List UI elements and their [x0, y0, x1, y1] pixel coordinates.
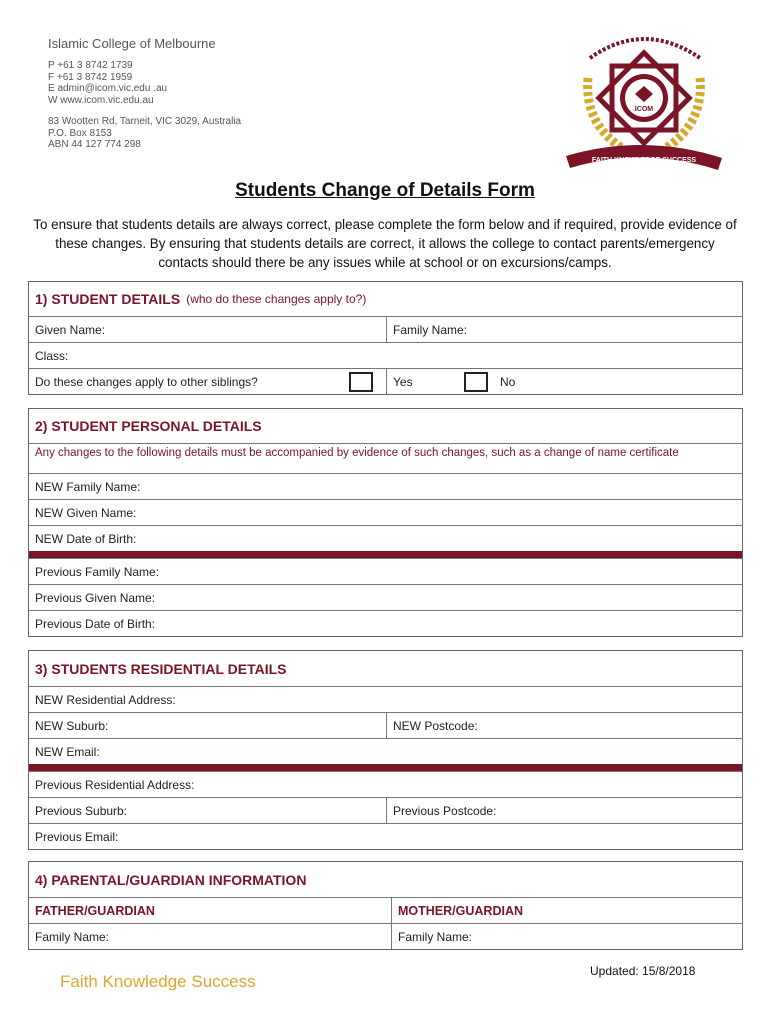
section-4-title: 4) PARENTAL/GUARDIAN INFORMATION: [35, 871, 307, 888]
new-email-field[interactable]: [29, 739, 742, 764]
prev-family-name-field[interactable]: [29, 559, 742, 584]
fax: F +61 3 8742 1959: [48, 71, 133, 83]
prev-dob-label: Previous Date of Birth:: [35, 616, 156, 631]
prev-given-name-field[interactable]: [29, 585, 742, 610]
new-address-label: NEW Residential Address:: [35, 692, 176, 707]
new-suburb-label: NEW Suburb:: [35, 718, 109, 733]
yes-label: Yes: [386, 369, 464, 394]
section-personal-details: [28, 408, 743, 637]
divider: [29, 764, 742, 771]
mother-family-name-field[interactable]: [391, 924, 742, 949]
new-suburb-field[interactable]: [29, 713, 386, 738]
divider: [29, 551, 742, 558]
new-postcode-field[interactable]: [386, 713, 742, 738]
mother-guardian-heading: MOTHER/GUARDIAN: [398, 903, 523, 918]
section-2-title: 2) STUDENT PERSONAL DETAILS: [35, 418, 262, 434]
po-box: P.O. Box 8153: [48, 127, 112, 139]
prev-email-label: Previous Email:: [35, 829, 119, 844]
father-guardian-heading: FATHER/GUARDIAN: [35, 903, 155, 918]
new-address-field[interactable]: [29, 687, 742, 712]
abn: ABN 44 127 774 298: [48, 139, 141, 150]
prev-address-field[interactable]: [29, 772, 742, 797]
father-family-name-label: Family Name:: [35, 929, 110, 944]
prev-suburb-field[interactable]: [29, 798, 386, 823]
section-parental-info: [28, 861, 743, 950]
website: W www.icom.vic.edu.au: [48, 94, 154, 106]
section-1-title: 1) STUDENT DETAILS: [35, 291, 181, 307]
new-email-label: NEW Email:: [35, 744, 100, 759]
prev-family-name-label: Previous Family Name:: [35, 564, 160, 579]
college-logo-icon: [560, 18, 728, 176]
college-name: Islamic College of Melbourne: [48, 36, 216, 51]
no-checkbox[interactable]: [464, 372, 488, 392]
evidence-note: Any changes to the following details must be accompanied by evidence of such changes, such as a change of name certificate: [35, 447, 679, 459]
new-given-name-field[interactable]: [29, 500, 742, 525]
no-label: No: [500, 374, 516, 389]
prev-given-name-label: Previous Given Name:: [35, 590, 156, 605]
given-name-field[interactable]: [29, 317, 386, 342]
prev-postcode-field[interactable]: [386, 798, 742, 823]
email: E admin@icom.vic.edu .au: [48, 83, 168, 94]
logo-banner: FAITH KNOWLEDGE SUCCESS: [591, 157, 697, 164]
section-1-header: [29, 282, 742, 316]
footer-motto: Faith Knowledge Success: [60, 972, 256, 991]
intro-text: To ensure that students details are always correct, please complete the form below and if required, provide evidence of these changes. By ensuring that students details are correct, it allows the college to contact parents/emergency contacts should there be any issues while at school or on excursions/camps.: [33, 217, 737, 270]
siblings-question: Do these changes apply to other siblings?: [35, 374, 258, 389]
yes-checkbox[interactable]: [349, 372, 373, 392]
updated-date: Updated: 15/8/2018: [590, 964, 696, 978]
prev-address-label: Previous Residential Address:: [35, 777, 195, 792]
prev-postcode-label: Previous Postcode:: [393, 803, 497, 818]
class-label: Class:: [35, 348, 69, 363]
contact-block: [48, 36, 241, 151]
given-name-label: Given Name:: [35, 322, 106, 337]
new-given-name-label: NEW Given Name:: [35, 505, 137, 520]
new-family-name-field[interactable]: [29, 474, 742, 499]
family-name-label: Family Name:: [393, 322, 468, 337]
new-family-name-label: NEW Family Name:: [35, 479, 141, 494]
section-residential-details: [28, 650, 743, 850]
new-dob-field[interactable]: [29, 526, 742, 551]
phone: P +61 3 8742 1739: [48, 60, 133, 71]
address: 83 Wootten Rd, Tarneit, VIC 3029, Australia: [48, 116, 242, 127]
logo-abbr: ICOM: [634, 106, 654, 113]
prev-suburb-label: Previous Suburb:: [35, 803, 128, 818]
new-dob-label: NEW Date of Birth:: [35, 531, 137, 546]
form-title: Students Change of Details Form: [235, 180, 535, 201]
prev-dob-field[interactable]: [29, 611, 742, 636]
father-family-name-field[interactable]: [29, 924, 391, 949]
section-student-details: [28, 281, 743, 395]
class-field[interactable]: [29, 343, 742, 368]
new-postcode-label: NEW Postcode:: [393, 718, 478, 733]
section-1-subtitle: (who do these changes apply to?): [186, 292, 367, 306]
prev-email-field[interactable]: [29, 824, 742, 849]
section-3-title: 3) STUDENTS RESIDENTIAL DETAILS: [35, 660, 287, 677]
family-name-field[interactable]: [386, 317, 742, 342]
mother-family-name-label: Family Name:: [398, 929, 473, 944]
